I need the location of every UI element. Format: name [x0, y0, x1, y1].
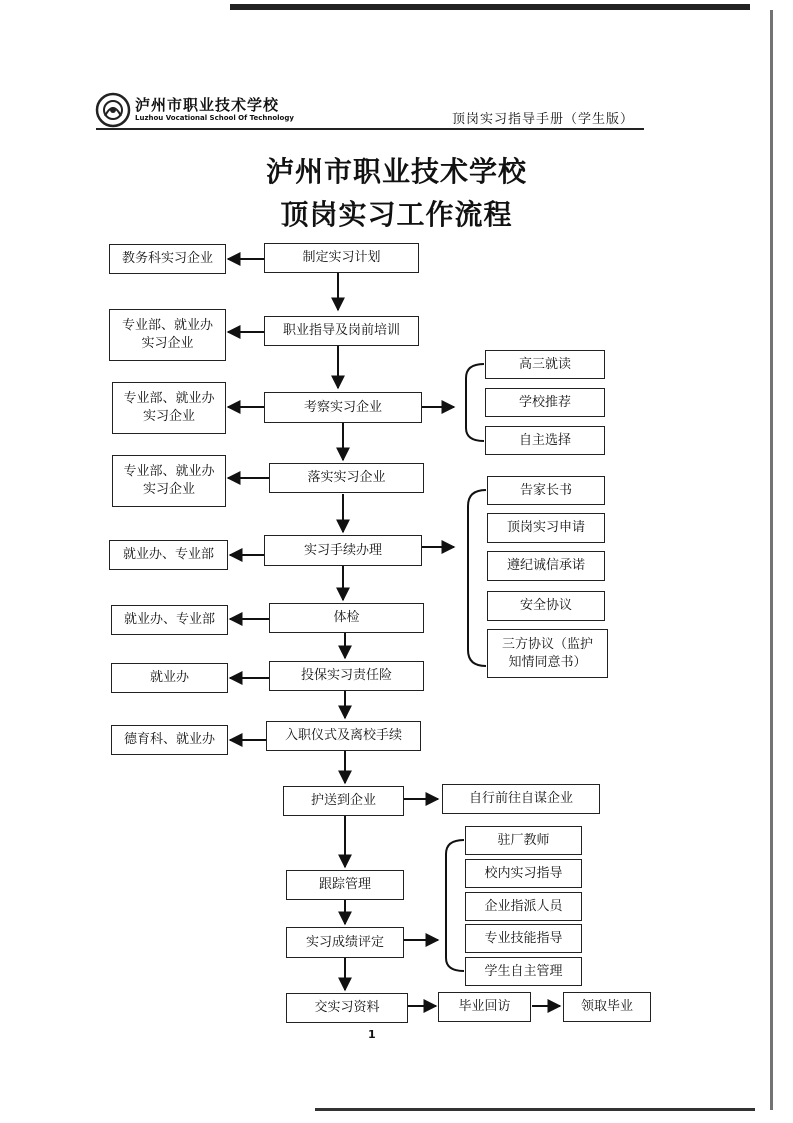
page-number: 1 — [368, 1028, 376, 1041]
tracking-party-box: 驻厂教师 — [465, 826, 582, 855]
inspection-option-box: 自主选择 — [485, 426, 605, 455]
step-box: 制定实习计划 — [264, 243, 419, 273]
step-box: 落实实习企业 — [269, 463, 424, 493]
step-box: 入职仪式及离校手续 — [266, 721, 421, 751]
responsible-party-box: 专业部、就业办 实习企业 — [112, 455, 226, 507]
procedure-document-box: 顶岗实习申请 — [487, 513, 605, 543]
step-box: 交实习资料 — [286, 993, 408, 1023]
step-box: 职业指导及岗前培训 — [264, 316, 419, 346]
responsible-party-box: 就业办、专业部 — [109, 540, 228, 570]
step-box: 投保实习责任险 — [269, 661, 424, 691]
responsible-party-box: 教务科实习企业 — [109, 244, 226, 274]
doc-title-line1: 泸州市职业技术学校 — [265, 155, 527, 188]
step-box: 体检 — [269, 603, 424, 633]
step-box: 实习手续办理 — [264, 535, 422, 566]
procedure-document-box: 告家长书 — [487, 476, 605, 505]
tracking-party-box: 专业技能指导 — [465, 924, 582, 953]
procedure-document-box: 遵纪诚信承诺 — [487, 551, 605, 581]
manual-title: 顶岗实习指导手册（学生版） — [452, 112, 635, 127]
bracket-procedure-documents — [468, 490, 486, 666]
responsible-party-box: 专业部、就业办 实习企业 — [112, 382, 226, 434]
tracking-party-box: 学生自主管理 — [465, 957, 582, 986]
bracket-inspection-options — [466, 364, 484, 441]
responsible-party-box: 专业部、就业办 实习企业 — [109, 309, 226, 361]
self-arrange-box: 自行前往自谋企业 — [442, 784, 600, 814]
step-box: 考察实习企业 — [264, 392, 422, 423]
responsible-party-box: 就业办 — [111, 663, 228, 693]
final-step-box: 毕业回访 — [438, 992, 531, 1022]
tracking-party-box: 校内实习指导 — [465, 859, 582, 888]
bracket-tracking-parties — [446, 840, 464, 971]
step-box: 实习成绩评定 — [286, 927, 404, 958]
procedure-document-box: 安全协议 — [487, 591, 605, 621]
doc-title-line2: 顶岗实习工作流程 — [280, 198, 513, 231]
inspection-option-box: 学校推荐 — [485, 388, 605, 417]
responsible-party-box: 就业办、专业部 — [111, 605, 228, 635]
step-box: 护送到企业 — [283, 786, 404, 816]
step-box: 跟踪管理 — [286, 870, 404, 900]
responsible-party-box: 德育科、就业办 — [111, 725, 228, 755]
school-name-cn: 泸州市职业技术学校 — [135, 96, 280, 114]
inspection-option-box: 高三就读 — [485, 350, 605, 379]
tracking-party-box: 企业指派人员 — [465, 892, 582, 921]
final-step-box: 领取毕业 — [563, 992, 651, 1022]
school-name-en: Luzhou Vocational School Of Technology — [135, 114, 294, 122]
procedure-document-box: 三方协议（监护 知情同意书） — [487, 629, 608, 678]
